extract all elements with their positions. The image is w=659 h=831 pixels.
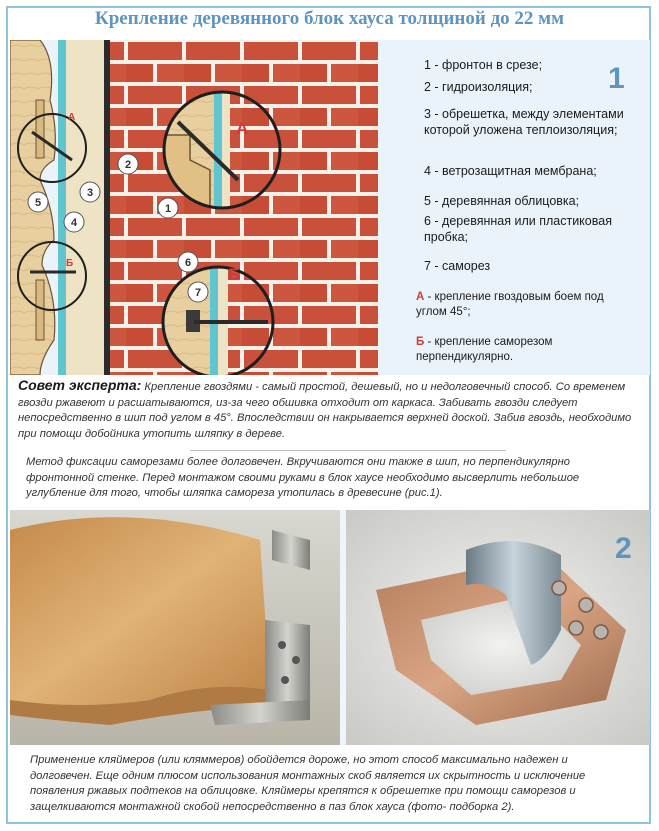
legend-item-1: 1 - фронтон в срезе; xyxy=(424,58,543,72)
legend-item-4: 4 - ветрозащитная мембрана; xyxy=(424,164,597,178)
callout-4 xyxy=(64,212,84,232)
callout-3 xyxy=(80,182,100,202)
legend-item-7: 7 - саморез xyxy=(424,259,491,273)
callout-1 xyxy=(158,198,178,218)
label-a-small: А xyxy=(68,112,76,123)
svg-text:4: 4 xyxy=(70,217,78,229)
photo-clamp-installed xyxy=(10,510,340,745)
svg-text:3: 3 xyxy=(86,187,94,199)
photo-clamp-closeup xyxy=(346,510,650,745)
page-title: Крепление деревянного блок хауса толщиной до 22 мм xyxy=(94,8,565,29)
callout-7 xyxy=(188,282,208,302)
svg-text:7: 7 xyxy=(194,287,202,299)
callout-2 xyxy=(118,154,138,174)
expert-text: Крепление гвоздями - самый простой, дешевый, но и недолговечный способ. Со временем гвозди ржавеют и расшатываются, из-за чего обшивка отходит от каркаса. Забивать гвозди следует непосредственно в шип под углом в 45°. Впоследствии он накрывается верхней доской. Забив гвоздь, необходимо при помощи добойника утопить шляпку в дереве. xyxy=(18,381,632,440)
label-a-big: А xyxy=(236,119,249,138)
label-b-small: Б xyxy=(66,258,74,269)
callout-5 xyxy=(28,192,48,212)
svg-text:1: 1 xyxy=(164,203,172,215)
expert-heading: Совет эксперта: xyxy=(18,377,142,393)
figure-number-2: 2 xyxy=(615,532,632,565)
divider xyxy=(190,450,506,451)
figure-number-1: 1 xyxy=(608,62,625,95)
callout-6 xyxy=(178,252,198,272)
label-b-big: Б xyxy=(228,265,241,284)
legend-item-2: 2 - гидроизоляция; xyxy=(424,80,533,94)
mounting-diagram xyxy=(10,40,378,375)
legend-item-5: 5 - деревянная облицовка; xyxy=(424,194,580,208)
expert-advice xyxy=(18,378,633,442)
bottom-text: Применение кляймеров (или кляммеров) обойдется дороже, но этот способ максимально надежен и долговечен. Еще одним плюсом использования монтажных скоб является их скрытность и исключение появления ржавых подтеков на облицовке. Кляймеры крепятся к обрешетке при помощи саморезов и защелкиваются монтажной скобой непосредственно в паз блок хауса (фото- подборка 2). xyxy=(30,754,586,813)
svg-text:5: 5 xyxy=(34,197,42,209)
method-text: Метод фиксации саморезами более долговечен. Вкручиваются они также в шип, но перпендикулярно фронтонной стенке. Перед монтажом своими руками в блок хаусе необходимо высверлить небольшое углубление для того, чтобы шляпка самореза утопилась в древесине (рис.1). xyxy=(26,456,580,499)
photo-panel-2 xyxy=(10,510,650,745)
legend-item-3: 3 - обрешетка, между элементами которой уложена теплоизоляция; xyxy=(424,107,624,137)
note-a: А - крепление гвоздовым боем под углом 45°; xyxy=(416,291,604,318)
svg-text:6: 6 xyxy=(184,257,192,269)
note-b: Б - крепление саморезом перпендикулярно. xyxy=(416,336,553,363)
diagram-panel-1 xyxy=(10,40,650,375)
legend-item-6: 6 - деревянная или пластиковая пробка; xyxy=(424,214,612,244)
svg-text:2: 2 xyxy=(124,159,132,171)
